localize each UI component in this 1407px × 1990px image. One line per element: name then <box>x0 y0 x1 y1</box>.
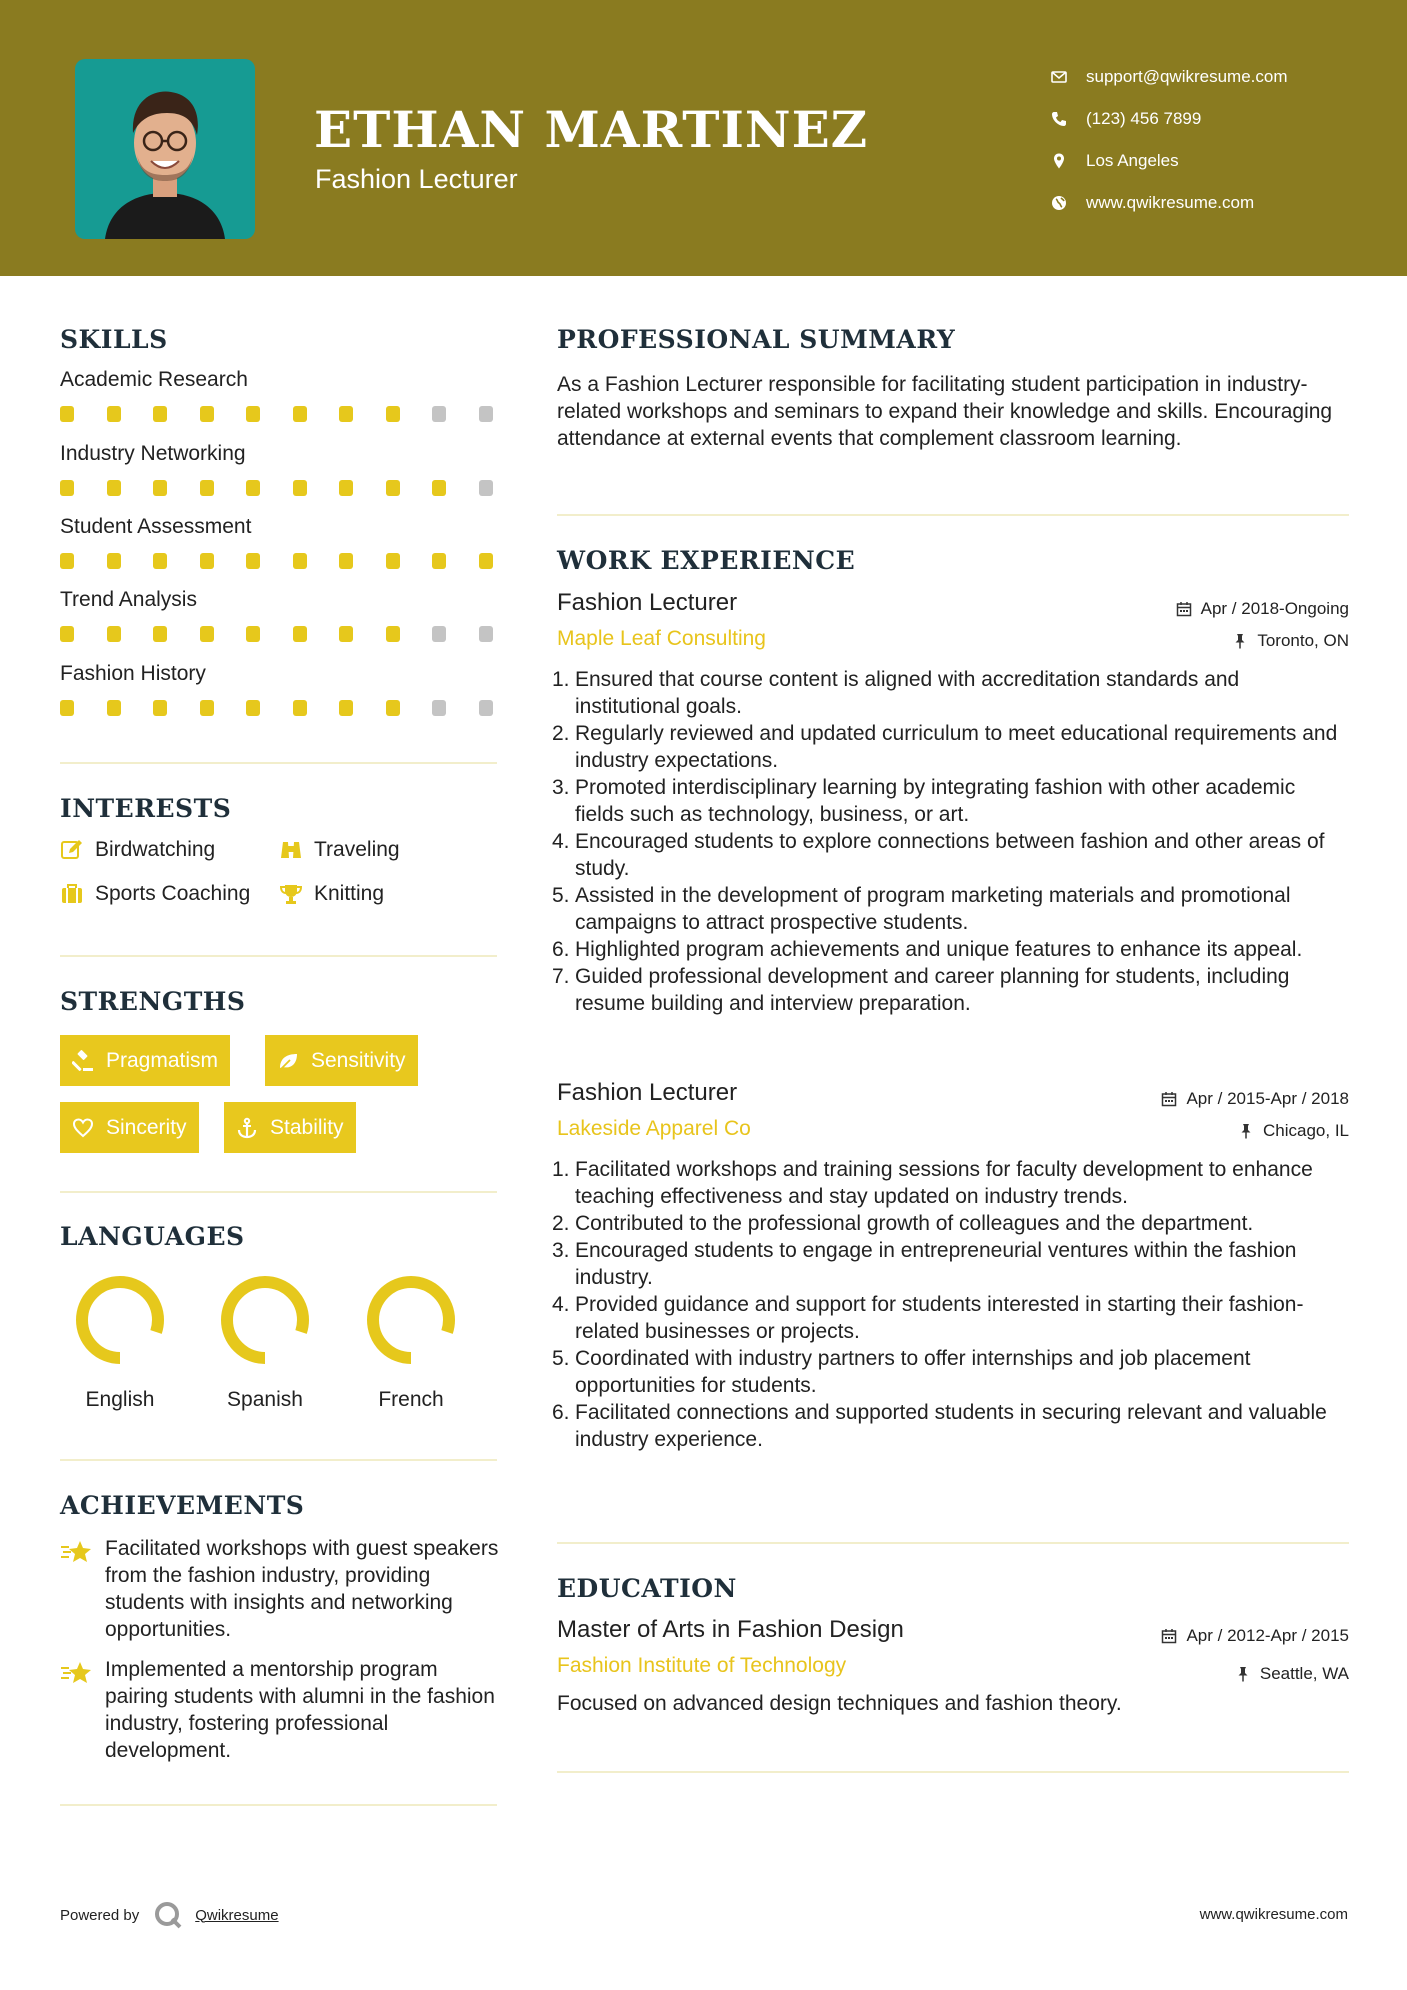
qwikresume-logo-icon <box>153 1900 183 1930</box>
skill-dot <box>432 553 446 569</box>
contact-location-text: Los Angeles <box>1086 151 1179 170</box>
heart-icon <box>72 1117 94 1139</box>
education-description: Focused on advanced design techniques and fashion theory. <box>557 1692 1122 1715</box>
skill-dot <box>293 480 307 496</box>
envelope-icon <box>1050 68 1068 86</box>
section-divider <box>60 1804 497 1806</box>
duty-item: 5. Coordinated with industry partners to offer internships and job placement opportunities for students. <box>552 1347 1251 1397</box>
job-entry <box>552 1079 1349 1499</box>
duty-list <box>552 1156 1349 1453</box>
skill-dot <box>60 626 74 642</box>
contact-email[interactable] <box>1050 56 1288 98</box>
calendar-icon <box>1176 601 1192 617</box>
contact-website[interactable] <box>1050 182 1288 224</box>
skill-dot <box>107 626 121 642</box>
skill-dot <box>60 700 74 716</box>
achievement-item <box>60 1656 500 1764</box>
skill-dot <box>246 700 260 716</box>
language-item <box>210 1272 320 1412</box>
calendar-icon <box>1161 1628 1177 1644</box>
section-divider <box>60 762 497 764</box>
skills-title: SKILLS <box>60 325 168 354</box>
duty-item: 2. Regularly reviewed and updated curriculum to meet educational requirements and industry expectations. <box>552 722 1338 772</box>
skill-dot <box>386 626 400 642</box>
skill-dot <box>386 480 400 496</box>
skill-dot <box>479 553 493 569</box>
duty-item: 1. Facilitated workshops and training sessions for faculty development to enhance teaching effectiveness and stay updated on industry trends. <box>552 1158 1313 1208</box>
skill-dot <box>339 553 353 569</box>
interest-label: Birdwatching <box>95 838 216 861</box>
contact-email-text: support@qwikresume.com <box>1086 67 1288 86</box>
binoculars-icon <box>279 838 303 862</box>
calendar-icon <box>1161 1091 1177 1107</box>
duty-item: 7. Guided professional development and career planning for students, including resume building and interview preparation. <box>552 965 1290 1015</box>
duty-item: 3. Promoted interdisciplinary learning by integrating fashion with other academic fields such as technology, business, or art. <box>552 776 1296 826</box>
duty-item: 1. Ensured that course content is aligned with accreditation standards and institutional goals. <box>552 668 1240 718</box>
summary-text: As a Fashion Lecturer responsible for facilitating student participation in industry-related workshops and seminars to expand their knowledge and skills. Encouraging attendance at external events that complement classroom learning. <box>557 373 1333 450</box>
skill-dot <box>386 700 400 716</box>
qwikresume-link[interactable]: Qwikresume <box>195 1906 279 1924</box>
skill-dot <box>386 553 400 569</box>
skill-rating <box>60 626 500 642</box>
education-title: EDUCATION <box>557 1574 737 1603</box>
strength-label: Pragmatism <box>106 1048 219 1072</box>
skill-name: Industry Networking <box>60 442 246 465</box>
trophy-icon <box>279 882 303 906</box>
interest-label: Knitting <box>314 882 385 905</box>
powered-by-text: Powered by <box>60 1906 140 1924</box>
section-divider <box>557 514 1349 516</box>
skill-dot <box>339 626 353 642</box>
skill-dot <box>479 480 493 496</box>
phone-icon <box>1050 110 1068 128</box>
skill-name: Trend Analysis <box>60 588 197 611</box>
map-pin-icon <box>1050 152 1068 170</box>
language-ring <box>217 1272 313 1368</box>
candidate-name: ETHAN MARTINEZ <box>314 100 869 159</box>
interest-item <box>60 838 215 862</box>
job-entry <box>552 589 1349 1049</box>
duty-item: 5. Assisted in the development of program marketing materials and promotional campaigns to attract prospective students. <box>552 884 1291 934</box>
skill-dot <box>107 553 121 569</box>
strength-label: Sensitivity <box>311 1048 406 1072</box>
skill-dot <box>246 406 260 422</box>
skill-name: Fashion History <box>60 662 206 685</box>
duty-list <box>552 666 1349 1017</box>
interest-label: Sports Coaching <box>95 882 251 905</box>
language-item <box>356 1272 466 1412</box>
skill-rating <box>60 480 500 496</box>
achievement-text: Implemented a mentorship program pairing students with alumni in the fashion industry, fostering professional development. <box>105 1658 495 1762</box>
skill-dot <box>107 406 121 422</box>
duty-item: 4. Encouraged students to explore connections between fashion and other areas of study. <box>552 830 1325 880</box>
skill-dot <box>60 553 74 569</box>
skill-dot <box>60 406 74 422</box>
leaf-icon <box>277 1050 299 1072</box>
shooting-star-icon <box>60 1660 92 1686</box>
language-ring <box>363 1272 459 1368</box>
contact-phone-text: (123) 456 7899 <box>1086 109 1202 128</box>
skill-dot <box>293 626 307 642</box>
interest-item <box>279 838 400 862</box>
duty-item: 6. Facilitated connections and supported students in securing relevant and valuable industry experience. <box>552 1401 1327 1451</box>
skill-dot <box>200 553 214 569</box>
skill-dot <box>293 553 307 569</box>
skill-dot <box>339 406 353 422</box>
duty-item: 4. Provided guidance and support for students interested in starting their fashion-related businesses or projects. <box>552 1293 1304 1343</box>
skill-dot <box>339 480 353 496</box>
job-location <box>1232 631 1349 651</box>
languages-title: LANGUAGES <box>60 1222 245 1251</box>
achievements-title: ACHIEVEMENTS <box>60 1491 305 1520</box>
interest-item <box>279 882 384 906</box>
achievement-item <box>60 1535 500 1643</box>
language-item <box>65 1272 175 1412</box>
anchor-icon <box>236 1117 258 1139</box>
summary-title: PROFESSIONAL SUMMARY <box>557 325 956 354</box>
strength-label: Stability <box>270 1115 344 1139</box>
section-divider <box>60 1191 497 1193</box>
skill-dot <box>432 626 446 642</box>
edit-icon <box>60 838 84 862</box>
job-date <box>1176 599 1349 619</box>
skill-dot <box>293 406 307 422</box>
job-location-text: Toronto, ON <box>1257 631 1349 650</box>
skill-dot <box>107 700 121 716</box>
skill-dot <box>293 700 307 716</box>
gavel-icon <box>72 1050 94 1072</box>
education-location-text: Seattle, WA <box>1259 1664 1349 1683</box>
language-label: French <box>378 1388 444 1411</box>
contact-location <box>1050 140 1288 182</box>
skill-name: Academic Research <box>60 368 248 391</box>
work-section <box>557 546 1349 575</box>
skill-dot <box>432 700 446 716</box>
education-date-text: Apr / 2012-Apr / 2015 <box>1186 1626 1349 1645</box>
profile-photo <box>75 59 255 239</box>
education-date <box>1161 1626 1349 1646</box>
pushpin-icon <box>1238 1123 1254 1139</box>
company-name: Lakeside Apparel Co <box>557 1117 751 1140</box>
skill-dot <box>339 700 353 716</box>
degree-title: Master of Arts in Fashion Design <box>557 1616 904 1643</box>
job-date-text: Apr / 2015-Apr / 2018 <box>1186 1089 1349 1108</box>
contact-phone[interactable] <box>1050 98 1288 140</box>
education-section <box>557 1574 1349 1734</box>
education-location <box>1235 1664 1349 1684</box>
job-title: Fashion Lecturer <box>557 589 738 616</box>
skill-name: Student Assessment <box>60 515 252 538</box>
skill-dot <box>200 406 214 422</box>
school-name: Fashion Institute of Technology <box>557 1654 847 1677</box>
skill-rating <box>60 700 500 716</box>
skill-dot <box>432 480 446 496</box>
skill-dot <box>60 480 74 496</box>
skill-dot <box>479 406 493 422</box>
language-ring <box>72 1272 168 1368</box>
candidate-role: Fashion Lecturer <box>315 164 518 194</box>
skill-dot <box>153 700 167 716</box>
skill-dot <box>246 626 260 642</box>
skill-rating <box>60 406 500 422</box>
skill-dot <box>200 626 214 642</box>
pushpin-icon <box>1235 1666 1251 1682</box>
language-label: English <box>85 1388 155 1411</box>
section-divider <box>557 1771 1349 1773</box>
skill-dot <box>386 406 400 422</box>
briefcase-icon <box>60 882 84 906</box>
footer-website[interactable]: www.qwikresume.com <box>1199 1906 1348 1923</box>
job-date <box>1161 1089 1349 1109</box>
work-title: WORK EXPERIENCE <box>557 546 856 575</box>
duty-item: 2. Contributed to the professional growth of colleagues and the department. <box>552 1212 1254 1235</box>
skill-dot <box>200 480 214 496</box>
duty-item: 3. Encouraged students to engage in entrepreneurial ventures within the fashion industry. <box>552 1239 1297 1289</box>
section-divider <box>60 1459 497 1461</box>
skill-dot <box>107 480 121 496</box>
globe-icon <box>1050 194 1068 212</box>
job-title: Fashion Lecturer <box>557 1079 738 1106</box>
achievement-text: Facilitated workshops with guest speakers from the fashion industry, providing students with insights and networking opportunities. <box>105 1537 499 1641</box>
job-location-text: Chicago, IL <box>1263 1121 1349 1140</box>
section-divider <box>60 955 497 957</box>
avatar-illustration <box>75 59 255 239</box>
strength-tag <box>60 1102 199 1153</box>
strengths-title: STRENGTHS <box>60 987 246 1016</box>
strength-tag <box>60 1035 230 1086</box>
strength-tag <box>224 1102 356 1153</box>
footer-powered-by <box>60 1900 279 1930</box>
skill-dot <box>153 480 167 496</box>
skill-dot <box>246 553 260 569</box>
contact-list <box>1050 56 1288 224</box>
language-label: Spanish <box>227 1388 303 1411</box>
skill-dot <box>246 480 260 496</box>
shooting-star-icon <box>60 1539 92 1565</box>
strength-tag <box>265 1035 418 1086</box>
job-date-text: Apr / 2018-Ongoing <box>1200 599 1349 618</box>
section-divider <box>557 1542 1349 1544</box>
contact-website-text: www.qwikresume.com <box>1086 193 1255 212</box>
skill-dot <box>153 406 167 422</box>
strength-label: Sincerity <box>106 1115 187 1139</box>
interest-item <box>60 882 250 906</box>
interests-title: INTERESTS <box>60 794 232 823</box>
job-location <box>1238 1121 1349 1141</box>
skill-dot <box>153 626 167 642</box>
skill-dot <box>153 553 167 569</box>
skill-dot <box>432 406 446 422</box>
summary-section <box>557 325 1349 452</box>
duty-item: 6. Highlighted program achievements and unique features to enhance its appeal. <box>552 938 1303 961</box>
skill-dot <box>479 700 493 716</box>
interest-label: Traveling <box>314 838 400 861</box>
skill-rating <box>60 553 500 569</box>
skill-dot <box>479 626 493 642</box>
resume-header <box>0 0 1407 276</box>
company-name: Maple Leaf Consulting <box>557 627 766 650</box>
pushpin-icon <box>1232 633 1248 649</box>
skill-dot <box>200 700 214 716</box>
